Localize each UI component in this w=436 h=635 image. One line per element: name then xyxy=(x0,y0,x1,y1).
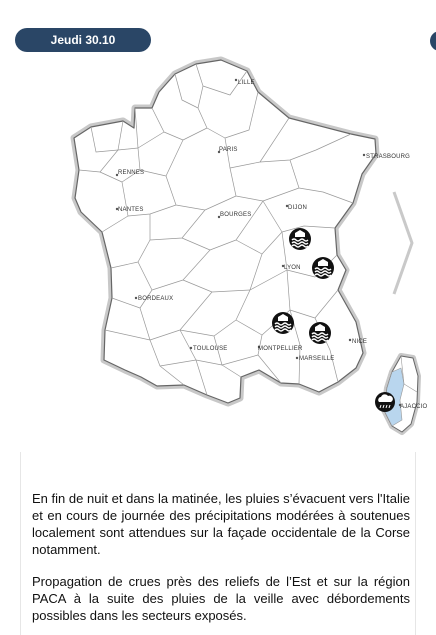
bulletin-panel xyxy=(20,452,416,635)
city-label-lille: LILLE xyxy=(238,80,255,86)
rain-icon[interactable] xyxy=(375,392,395,412)
city-label-paris: PARIS xyxy=(219,147,238,153)
city-label-rennes: RENNES xyxy=(118,170,145,176)
flood-icon[interactable] xyxy=(289,228,311,250)
city-label-nantes: NANTES xyxy=(118,207,144,213)
date-badge[interactable]: Jeudi 30.10 xyxy=(15,28,151,52)
city-label-toulouse: TOULOUSE xyxy=(193,346,228,352)
france-map xyxy=(0,55,436,450)
city-label-ajaccio: AJACCIO xyxy=(400,404,428,410)
city-label-nice: NICE xyxy=(352,339,368,345)
flood-icon[interactable] xyxy=(309,322,331,344)
city-label-marseille: MARSEILLE xyxy=(299,356,335,362)
city-label-lyon: LYON xyxy=(284,265,301,271)
flood-icon[interactable] xyxy=(272,312,294,334)
bulletin-paragraph-2: Propagation de crues près des reliefs de l’Est et sur la région PACA à la suite des pluies de la veille avec débordements possibles dans les secteurs exposés. xyxy=(32,574,410,623)
next-arrow-icon[interactable] xyxy=(388,188,418,298)
city-label-bourges: BOURGES xyxy=(220,212,252,218)
city-label-montpellier: MONTPELLIER xyxy=(258,346,303,352)
bulletin-paragraph-1: En fin de nuit et dans la matinée, les pluies s’évacuent vers l'Italie et en cours de journée des précipitations modérées à soutenues localement sont attendues sur la façade occidentale de la Corse notamment. xyxy=(32,491,410,557)
city-label-bordeaux: BORDEAUX xyxy=(138,296,174,302)
flood-icon[interactable] xyxy=(312,257,334,279)
city-label-dijon: DIJON xyxy=(288,205,307,211)
city-label-strasbourg: STRASBOURG xyxy=(366,154,411,160)
next-date-badge[interactable] xyxy=(430,31,436,51)
